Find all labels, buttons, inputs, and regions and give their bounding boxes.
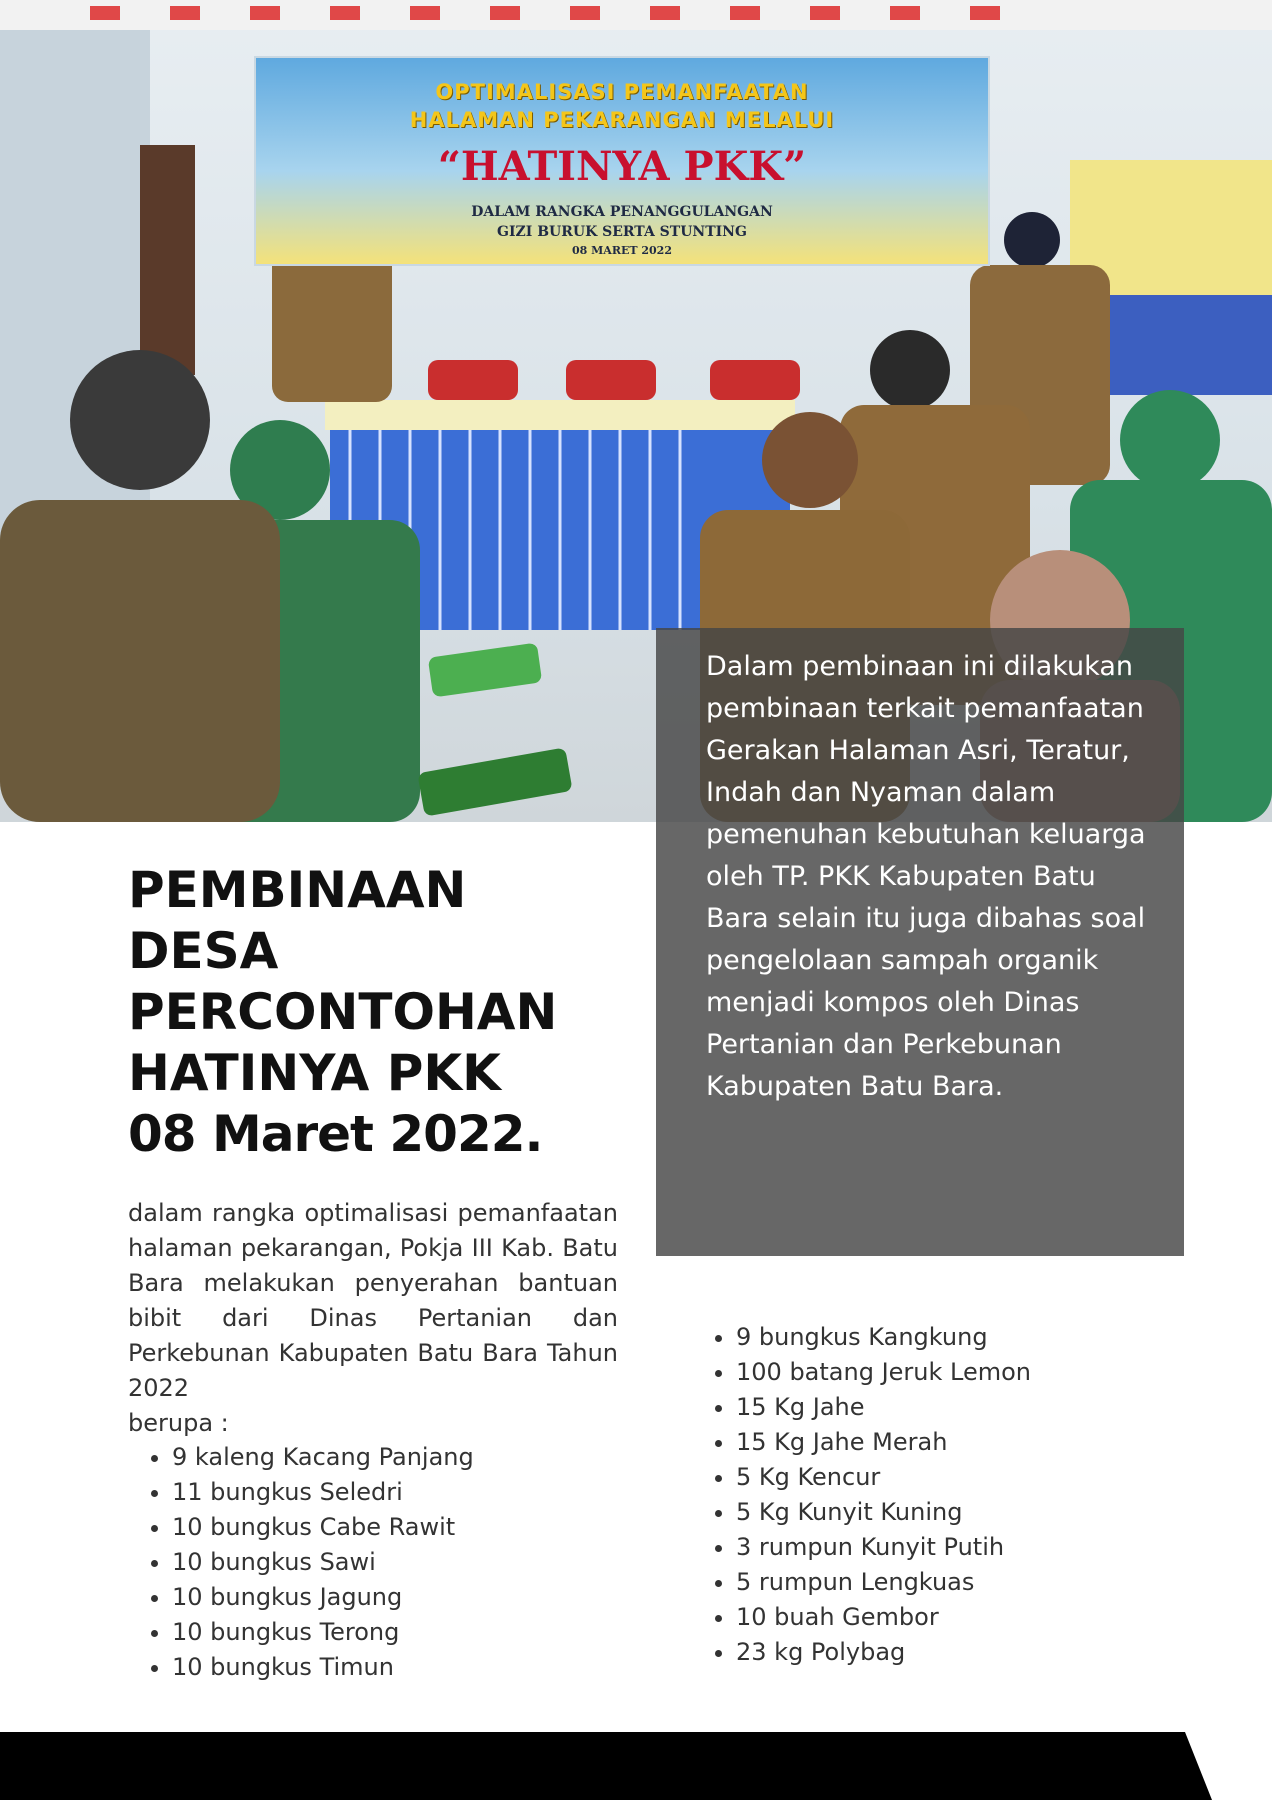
banner-line-4: DALAM RANGKA PENANGGULANGAN — [471, 204, 773, 220]
footer-bar — [0, 1732, 1272, 1800]
overlay-paragraph: Dalam pembinaan ini dilakukan pembinaan terkait pemanfaatan Gerakan Halaman Asri, Teratur, Indah dan Nyaman dalam pemenuhan kebutuhan keluarga oleh TP. PKK Kabupaten Batu Bara selain itu juga dibahas soal pengelolaan sampah organik menjadi kompos oleh Dinas Pertanian dan Perkebunan Kabupaten Batu Bara. — [706, 651, 1146, 1102]
list-item: • 11 bungkus Seledri — [172, 1475, 632, 1510]
list-item: • 10 bungkus Jagung — [172, 1580, 632, 1615]
intro-last-line: berupa : — [128, 1409, 229, 1437]
banner-line-5: GIZI BURUK SERTA STUNTING — [497, 224, 747, 240]
list-item: • 10 bungkus Timun — [172, 1650, 632, 1685]
title-line: DESA — [128, 922, 279, 980]
intro-paragraph — [128, 1196, 618, 1441]
title-date: 08 Maret 2022. — [128, 1105, 543, 1163]
intro-body: dalam rangka optimalisasi pemanfaatan halaman pekarangan, Pokja III Kab. Batu Bara melakukan penyerahan bantuan bibit dari Dinas Pertanian dan Perkebunan Kabupaten Batu Bara Tahun 2022 — [128, 1199, 618, 1402]
list-item: • 10 bungkus Cabe Rawit — [172, 1510, 632, 1545]
title-line: PERCONTOHAN — [128, 983, 558, 1041]
list-item: • 15 Kg Jahe — [736, 1390, 1176, 1425]
page-title — [128, 860, 648, 1165]
list-item: • 3 rumpun Kunyit Putih — [736, 1530, 1176, 1565]
banner-line-2: HALAMAN PEKARANGAN MELALUI — [409, 108, 835, 132]
seed-list-left — [128, 1440, 632, 1685]
title-line: PEMBINAAN — [128, 861, 467, 919]
banner-line-1: OPTIMALISASI PEMANFAATAN — [435, 80, 809, 104]
list-item: • 15 Kg Jahe Merah — [736, 1425, 1176, 1460]
event-banner — [256, 58, 988, 264]
list-item: • 23 kg Polybag — [736, 1635, 1176, 1670]
list-item: • 10 buah Gembor — [736, 1600, 1176, 1635]
list-item: • 5 Kg Kencur — [736, 1460, 1176, 1495]
seed-list-right — [692, 1320, 1176, 1670]
list-item: • 10 bungkus Sawi — [172, 1545, 632, 1580]
list-item: • 9 kaleng Kacang Panjang — [172, 1440, 632, 1475]
banner-date: 08 MARET 2022 — [571, 244, 672, 257]
list-item: • 5 rumpun Lengkuas — [736, 1565, 1176, 1600]
list-item: • 10 bungkus Terong — [172, 1615, 632, 1650]
list-item: • 9 bungkus Kangkung — [736, 1320, 1176, 1355]
banner-headline: “HATINYA PKK” — [437, 143, 807, 190]
list-item: • 5 Kg Kunyit Kuning — [736, 1495, 1176, 1530]
list-item: • 100 batang Jeruk Lemon — [736, 1355, 1176, 1390]
title-line: HATINYA PKK — [128, 1044, 501, 1102]
